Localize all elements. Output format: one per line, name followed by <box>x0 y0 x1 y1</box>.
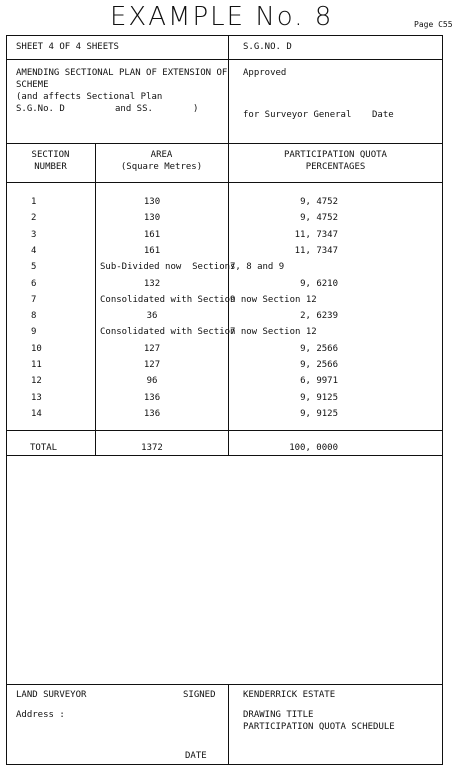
rule-above-total <box>6 430 443 431</box>
amend-ss: and SS. <box>115 104 153 114</box>
land-surveyor-label: LAND SURVEYOR <box>16 690 87 700</box>
approved-label: Approved <box>243 68 287 78</box>
for-surveyor-general: for Surveyor General <box>243 110 352 120</box>
row-note-left: Consolidated with Section <box>100 327 236 337</box>
row-note-left: Consolidated with Section <box>100 295 236 305</box>
approval-date-label: Date <box>372 110 394 120</box>
area-value: 130 <box>143 197 161 207</box>
estate-name: KENDERRICK ESTATE <box>243 690 336 700</box>
rule-above-footer <box>6 684 443 685</box>
section-number: 3 <box>31 230 37 240</box>
area-value: 127 <box>143 344 161 354</box>
area-value: 161 <box>143 230 161 240</box>
section-number: 12 <box>31 376 42 386</box>
footer-date-label: DATE <box>185 751 207 761</box>
section-number: 8 <box>31 311 37 321</box>
section-number: 7 <box>31 295 37 305</box>
section-number: 6 <box>31 279 37 289</box>
address-label: Address : <box>16 710 65 720</box>
section-number: 13 <box>31 393 42 403</box>
pq-value: 9, 6210 <box>300 279 338 289</box>
section-number: 1 <box>31 197 37 207</box>
pq-value: 6, 9971 <box>300 376 338 386</box>
area-value: 136 <box>143 393 161 403</box>
area-value: 96 <box>146 376 158 386</box>
sg-number: S.G.NO. D <box>243 42 292 52</box>
rule-below-sheet <box>6 59 443 60</box>
pq-value: 9, 9125 <box>300 409 338 419</box>
section-number: 11 <box>31 360 42 370</box>
pq-value: 9, 4752 <box>300 197 338 207</box>
area-value: 130 <box>143 213 161 223</box>
section-number: 14 <box>31 409 42 419</box>
total-area: 1372 <box>141 443 163 453</box>
section-number: 10 <box>31 344 42 354</box>
area-value: 136 <box>143 409 161 419</box>
col-pq-header-1: PARTICIPATION QUOTA <box>284 150 387 160</box>
pq-value: 9, 2566 <box>300 344 338 354</box>
section-number: 2 <box>31 213 37 223</box>
amend-line-1: AMENDING SECTIONAL PLAN OF EXTENSION OF <box>16 68 228 78</box>
rule-below-total <box>6 455 443 456</box>
pq-value: 11, 7347 <box>294 230 338 240</box>
row-note-left: Sub-Divided now Sections <box>100 262 236 272</box>
area-value: 161 <box>143 246 161 256</box>
area-value: 127 <box>143 360 161 370</box>
col-section-header-2: NUMBER <box>34 162 67 172</box>
pq-value: 11, 7347 <box>294 246 338 256</box>
pq-value: 9, 9125 <box>300 393 338 403</box>
document-title: EXAMPLE No. 8 <box>110 2 334 32</box>
col-section-header-1: SECTION <box>31 150 70 160</box>
sheet-label: SHEET 4 OF 4 SHEETS <box>16 42 119 52</box>
section-number: 9 <box>31 327 37 337</box>
drawing-frame <box>6 35 443 765</box>
pq-value: 9, 4752 <box>300 213 338 223</box>
col-area-header-2: (Square Metres) <box>120 162 203 172</box>
rule-below-top-block <box>6 143 443 144</box>
schedule-title: PARTICIPATION QUOTA SCHEDULE <box>243 722 395 732</box>
amend-line-3: (and affects Sectional Plan <box>16 92 163 102</box>
rule-below-column-headers <box>6 182 443 183</box>
col-pq-header-2: PERCENTAGES <box>305 162 366 172</box>
signed-label: SIGNED <box>183 690 216 700</box>
divider-footer-vertical <box>228 684 229 765</box>
drawing-title-label: DRAWING TITLE <box>243 710 314 720</box>
amend-line-2: SCHEME <box>16 80 49 90</box>
total-pq: 100, 0000 <box>289 443 338 453</box>
total-label: TOTAL <box>30 443 58 453</box>
area-value: 36 <box>146 311 158 321</box>
pq-value: 2, 6239 <box>300 311 338 321</box>
section-number: 5 <box>31 262 37 272</box>
divider-top-vertical <box>228 59 229 143</box>
section-number: 4 <box>31 246 37 256</box>
row-note-right: 7 now Section 12 <box>230 327 317 337</box>
pq-value: 9, 2566 <box>300 360 338 370</box>
area-value: 132 <box>143 279 161 289</box>
row-note-right: 7, 8 and 9 <box>230 262 285 272</box>
col-area-header-1: AREA <box>150 150 173 160</box>
amend-close-paren: ) <box>193 104 199 114</box>
row-note-right: 9 now Section 12 <box>230 295 317 305</box>
divider-main-vertical <box>228 35 229 59</box>
amend-sg-number: S.G.No. D <box>16 104 65 114</box>
page-label: Page C55 <box>414 20 453 29</box>
